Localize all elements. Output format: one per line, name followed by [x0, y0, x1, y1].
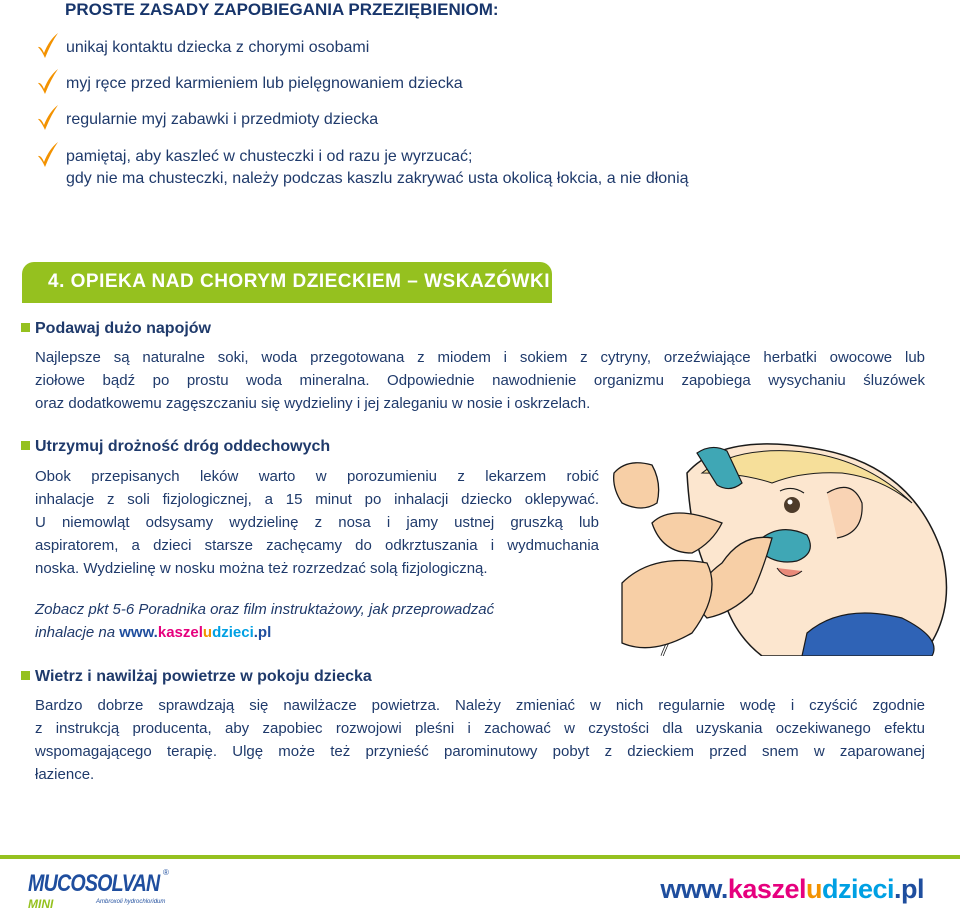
footer-divider	[0, 855, 960, 859]
checkmark-icon	[36, 140, 60, 168]
paragraph-line: Bardzo dobrze sprawdzają się nawilżacze powietrza. Należy zmieniać w nich regularnie wodę i czyścić zgodnie	[35, 697, 925, 714]
checkmark-icon	[36, 67, 60, 95]
paragraph-line: Obok przepisanych leków warto w porozumieniu z lekarzem robić	[35, 468, 599, 485]
paragraph-line: U niemowląt odsysamy wydzielinę z nosa i jamy ustnej gruszką lub	[35, 514, 599, 531]
bullet-square-icon	[21, 441, 30, 450]
guide-note-line: inhalacje na www.kaszeludzieci.pl	[35, 624, 272, 641]
paragraph-line: z instrukcją producenta, aby zapobiec rozwojowi pleśni i zachować w czystości dla uzyskania oczekiwanego efektu	[35, 720, 925, 737]
subheading-airways	[21, 438, 330, 456]
paragraph-airways	[35, 465, 599, 580]
prevention-item-text: myj ręce przed karmieniem lub pielęgnowaniem dziecka	[66, 75, 463, 92]
prevention-title: PROSTE ZASADY ZAPOBIEGANIA PRZEZIĘBIENIOM:	[65, 0, 499, 19]
paragraph-line: oraz dodatkowemu zagęszczaniu się wydzieliny i jej zaleganiu w nosie i oskrzelach.	[35, 395, 591, 412]
footer-website-link[interactable]: www.kaszeludzieci.pl	[660, 874, 924, 904]
paragraph-humidify	[35, 694, 925, 786]
subheading-humidify	[21, 668, 372, 686]
guide-note-line: Zobacz pkt 5-6 Poradnika oraz film instruktażowy, jak przeprowadzać	[35, 601, 495, 618]
prevention-item-text: unikaj kontaktu dziecka z chorymi osobami	[66, 39, 370, 56]
logo-mini-label: MINI	[28, 897, 54, 911]
section-title: 4. OPIEKA NAD CHORYM DZIECKIEM – WSKAZÓWKI	[48, 271, 550, 292]
mucosolvan-logo	[28, 866, 188, 910]
paragraph-line: inhalacje z soli fizjologicznej, a 15 minut po inhalacji dziecko oklepywać.	[35, 491, 599, 508]
prevention-item-text: regularnie myj zabawki i przedmioty dziecka	[66, 111, 379, 128]
subheading-text: Podawaj dużo napojów	[35, 320, 211, 337]
prevention-item-text-continued: gdy nie ma chusteczki, należy podczas kaszlu zakrywać usta okolicą łokcia, a nie dłonią	[66, 170, 689, 187]
subheading-drinks	[21, 320, 211, 338]
logo-wordmark: MUCOSOLVAN	[28, 870, 160, 897]
bullet-square-icon	[21, 323, 30, 332]
logo-subtitle: Ambroxoli hydrochloridum	[96, 899, 166, 905]
paragraph-line: wspomagającego terapię. Ulgę może też przynieść parominutowy pobyt z dzieckiem przed snem w zaparowanej	[35, 743, 925, 760]
subheading-text: Utrzymuj drożność dróg oddechowych	[35, 438, 331, 455]
paragraph-line: ziołowe bądź po prostu woda mineralna. Odpowiednie nawodnienie organizmu zapobiega wysychaniu śluzówek	[35, 372, 925, 389]
paragraph-drinks	[35, 346, 925, 415]
website-link[interactable]: www.kaszeludzieci.pl	[119, 624, 272, 641]
guide-note	[35, 598, 494, 644]
checkmark-icon	[36, 31, 60, 59]
subheading-text: Wietrz i nawilżaj powietrze w pokoju dziecka	[35, 668, 372, 685]
paragraph-line: aspiratorem, a dzieci starsze zachęcamy do odkrztuszania i wydmuchania	[35, 537, 599, 554]
logo-registered-mark: ®	[163, 868, 169, 877]
section-header-bar	[22, 262, 552, 303]
checkmark-icon	[36, 103, 60, 131]
prevention-item-text: pamiętaj, aby kaszleć w chusteczki i od razu je wyrzucać;	[66, 148, 473, 165]
baby-nasal-aspirator-illustration	[612, 443, 957, 656]
paragraph-line: noska. Wydzielinę w nosku można też rozrzedzać solą fizjologiczną.	[35, 560, 488, 577]
paragraph-line: łazience.	[35, 766, 95, 783]
bullet-square-icon	[21, 671, 30, 680]
paragraph-line: Najlepsze są naturalne soki, woda przegotowana z miodem i sokiem z cytryny, orzeźwiające herbatki owocowe lub	[35, 349, 925, 366]
